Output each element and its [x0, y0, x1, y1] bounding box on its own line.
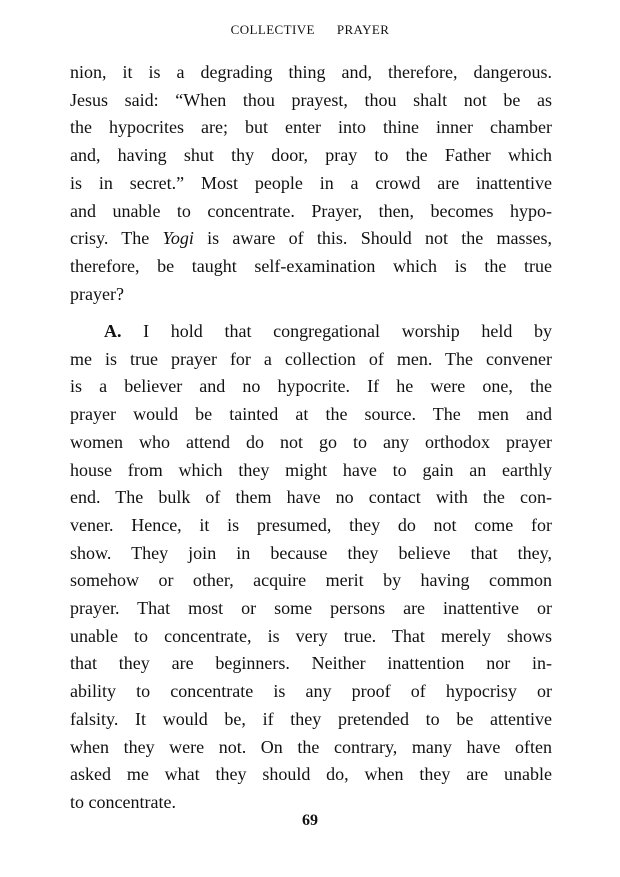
- text-line: prayer would be tainted at the source. The men and: [70, 404, 552, 425]
- text-line: when they were not. On the contrary, many have often: [70, 736, 552, 757]
- text-line: nion, it is a degrading thing and, therefore, dangerous.: [70, 62, 552, 82]
- text-line: asked me what they should do, when they are unable: [70, 764, 552, 785]
- running-head-left: COLLECTIVE: [230, 22, 315, 37]
- running-head: [0, 22, 620, 38]
- text-line: the hypocrites are; but enter into thine inner chamber: [70, 117, 552, 138]
- text-line: to concentrate.: [70, 791, 176, 812]
- text-line: prayer. That most or some persons are inattentive or: [70, 598, 552, 619]
- text-line: falsity. It would be, if they pretended to be attentive: [70, 708, 552, 729]
- text-line: ability to concentrate is any proof of hypocrisy or: [70, 681, 552, 702]
- answer-marker: A.: [104, 321, 122, 341]
- text-line: that they are beginners. Neither inattention nor in-: [70, 653, 552, 674]
- text-line: and, having shut thy door, pray to the Father which: [70, 145, 552, 166]
- text-line: vener. Hence, it is presumed, they do not come for: [70, 514, 552, 535]
- running-head-right: PRAYER: [336, 22, 390, 37]
- text-line: crisy. The Yogi is aware of this. Should not the masses,: [70, 228, 553, 249]
- text-line: Jesus said: “When thou prayest, thou shalt not be as: [70, 89, 552, 110]
- paragraph-continuation: [70, 59, 552, 308]
- text-line: is in secret.” Most people in a crowd are inattentive: [70, 172, 552, 193]
- answer-paragraph: [70, 318, 552, 817]
- text-line: A. I hold that congregational worship held by: [104, 321, 552, 341]
- text-line: is a believer and no hypocrite. If he were one, the: [70, 376, 552, 397]
- text-line: end. The bulk of them have no contact with the con-: [70, 487, 552, 508]
- text-line: unable to concentrate, is very true. That merely shows: [70, 625, 552, 646]
- text-line: prayer?: [70, 283, 124, 304]
- text-line: me is true prayer for a collection of men. The convener: [70, 348, 552, 369]
- text-line: women who attend do not go to any orthodox prayer: [70, 431, 552, 452]
- text-line: show. They join in because they believe that they,: [70, 542, 552, 563]
- text-line: house from which they might have to gain an earthly: [70, 459, 552, 480]
- text-line: and unable to concentrate. Prayer, then, becomes hypo-: [70, 200, 552, 221]
- text-line: somehow or other, acquire merit by having common: [70, 570, 552, 591]
- text-line: therefore, be taught self-examination which is the true: [70, 255, 552, 276]
- page-number: 69: [302, 812, 318, 829]
- italic-term: Yogi: [162, 228, 194, 249]
